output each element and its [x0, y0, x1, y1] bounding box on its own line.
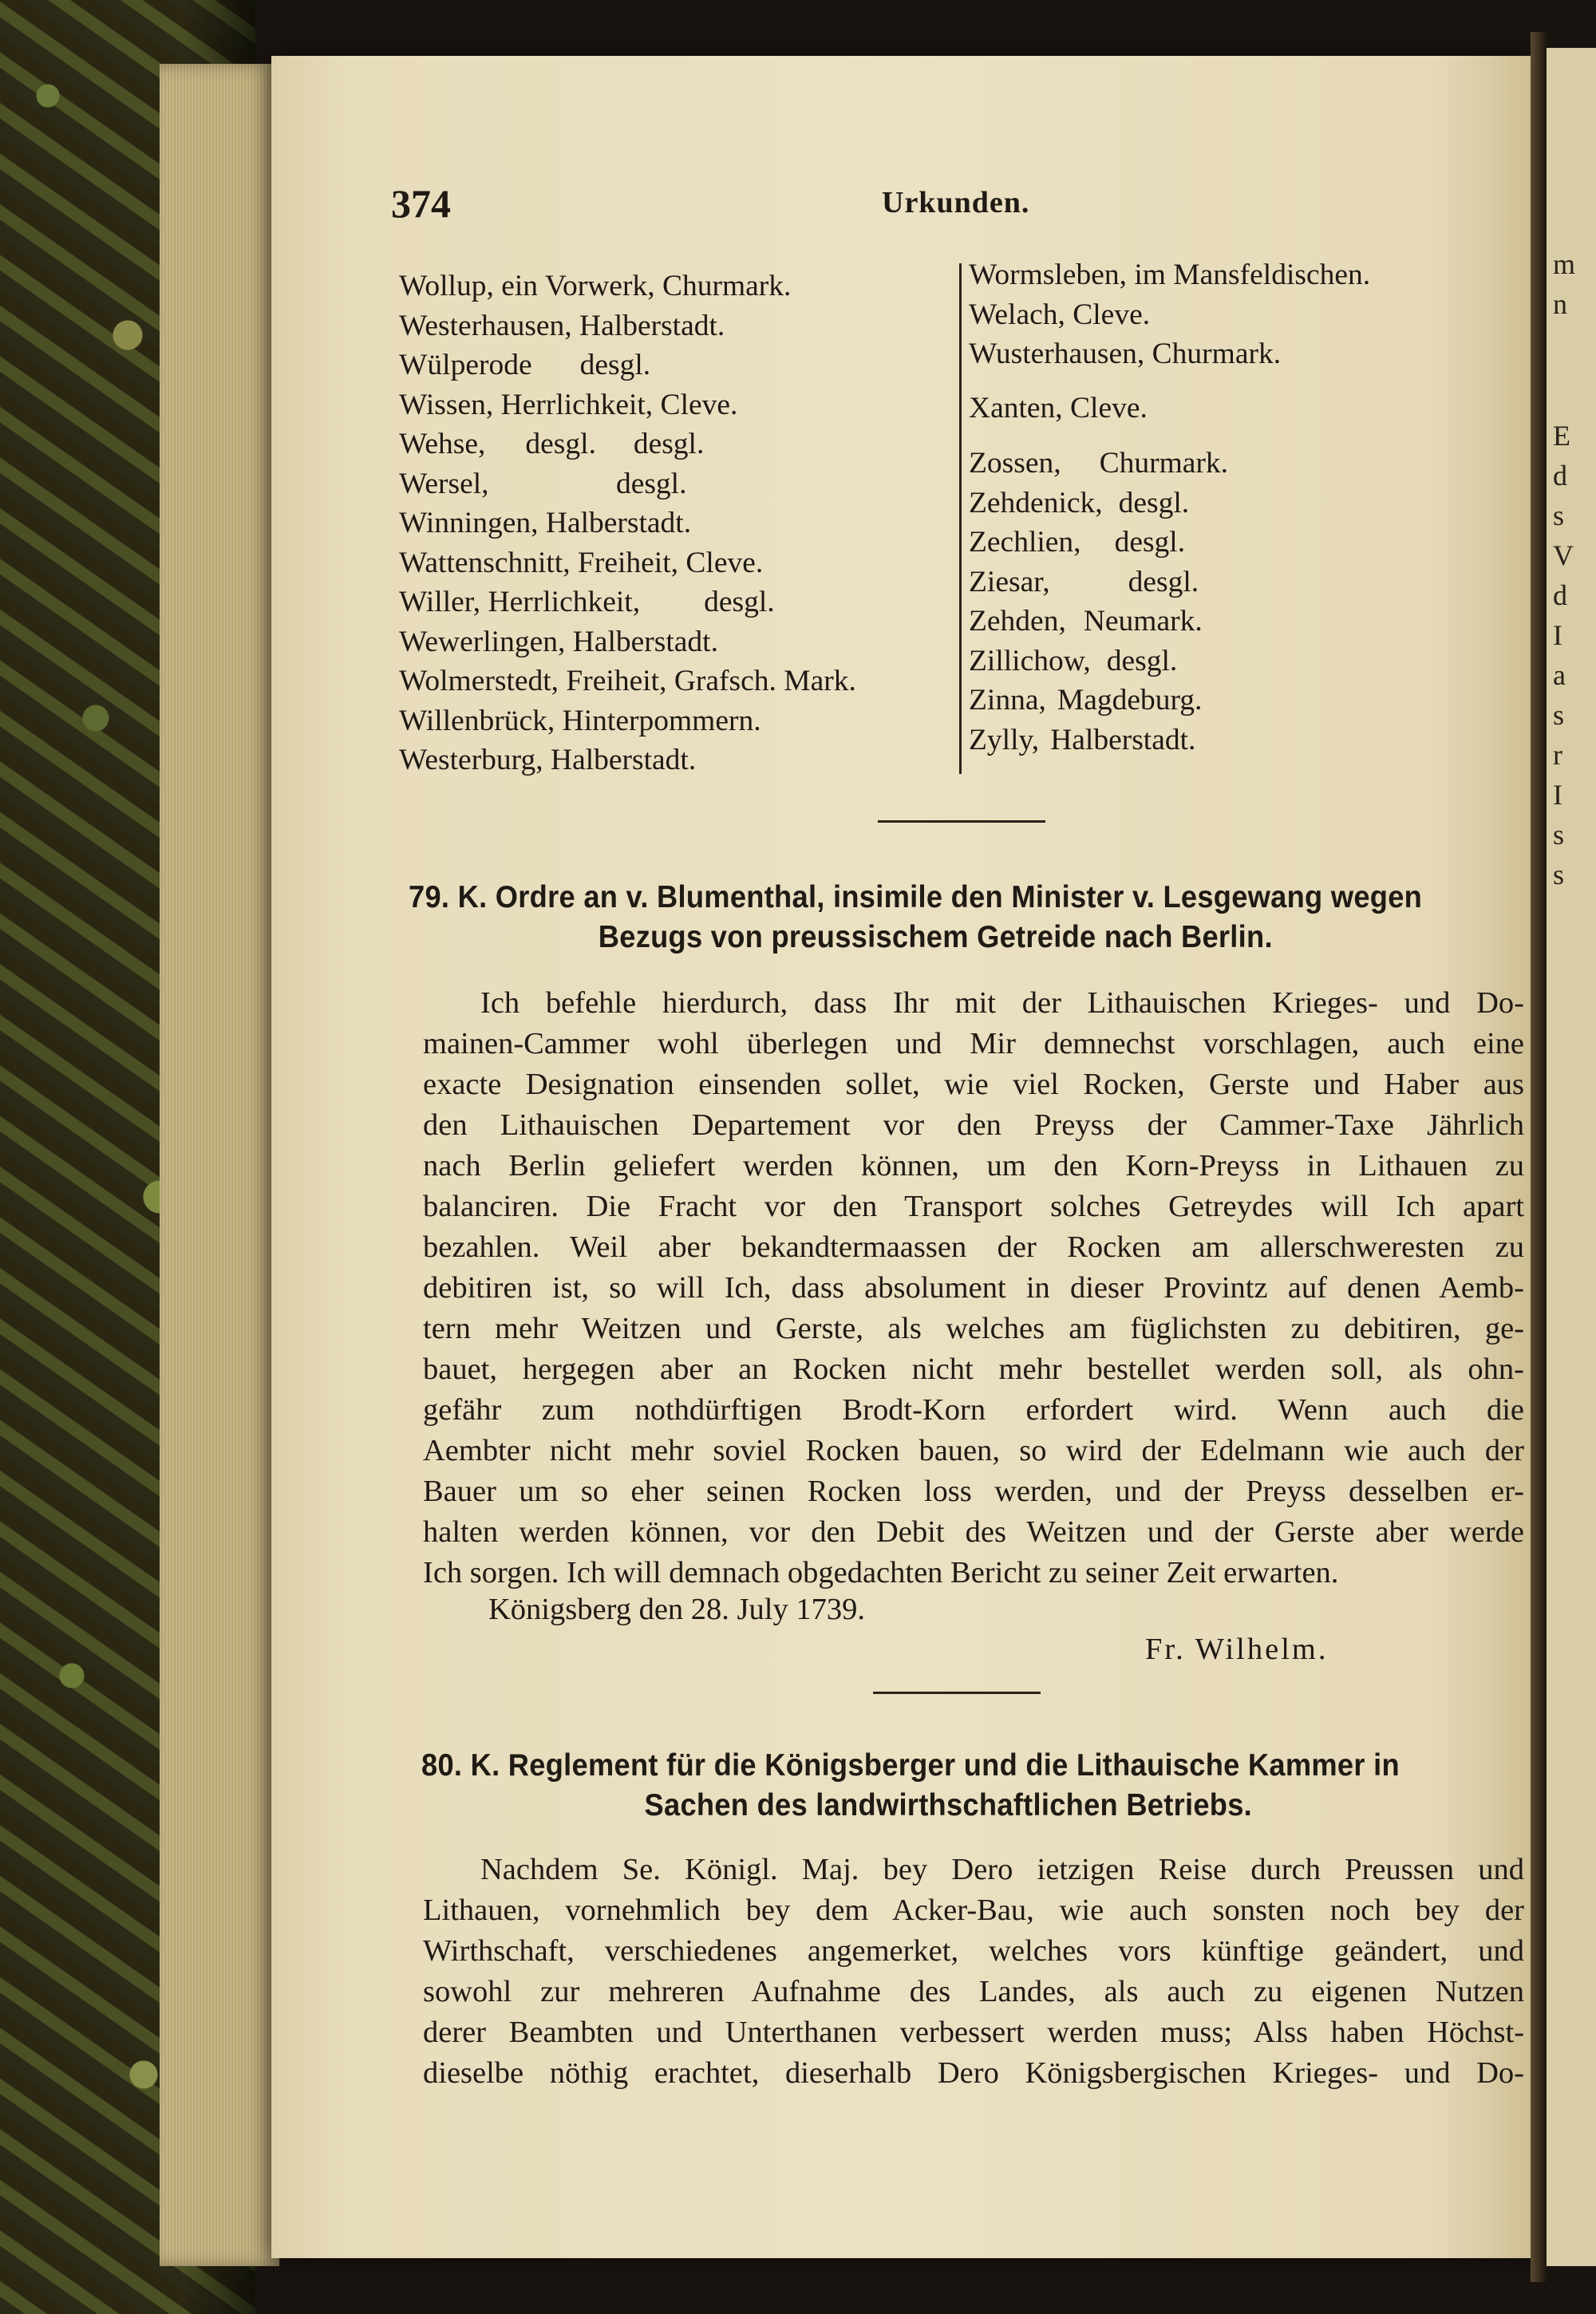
text-line: mainen-Cammer wohl überlegen und Mir demnechst vorschlagen, auch eine — [423, 1027, 1524, 1060]
list-item: Zylly, Halberstadt. — [969, 723, 1196, 756]
text-line: balanciren. Die Fracht vor den Transport solches Getreydes will Ich apart — [423, 1190, 1524, 1223]
text-line: tern mehr Weitzen und Gerste, als welches am füglichsten zu debitiren, ge- — [423, 1312, 1524, 1345]
fragment-letter: s — [1553, 819, 1565, 851]
text-line: Nachdem Se. Königl. Maj. bey Dero ietzigen Reise durch Preussen und — [480, 1853, 1524, 1886]
list-gap — [969, 374, 1527, 389]
list-item: Wülperode desgl. — [399, 349, 651, 381]
text-line: Bauer um so eher seinen Rocken loss werden, und der Preyss desselben er- — [423, 1475, 1524, 1508]
place-date: Königsberg den 28. July 1739. — [488, 1593, 865, 1626]
fragment-letter: s — [1553, 859, 1565, 890]
fragment-letter: s — [1553, 699, 1565, 731]
list-item: Winningen, Halberstadt. — [399, 507, 692, 539]
list-item: Zinna, Magdeburg. — [969, 684, 1203, 717]
list-item: Zillichow, desgl. — [969, 644, 1178, 677]
heading-line: 80. K. Reglement für die Königsberger und die Lithauische Kammer in — [421, 1748, 1400, 1783]
text-line: bauet, hergegen aber an Rocken nicht mehr bestellet werden soll, als ohn- — [423, 1352, 1524, 1386]
list-item: Zechlien, desgl. — [969, 526, 1186, 559]
heading-line: 79. K. Ordre an v. Blumenthal, insimile den Minister v. Lesgewang wegen — [409, 880, 1423, 914]
text-line: debitiren ist, so will Ich, dass absolument in dieser Provintz auf denen Aemb- — [423, 1271, 1524, 1305]
list-item: Zehden, Neumark. — [969, 605, 1203, 638]
list-item: Wormsleben, im Mansfeldischen. — [969, 259, 1371, 291]
text-line: dieselbe nöthig erachtet, dieserhalb Dero Königsbergischen Krieges- und Do- — [423, 2056, 1524, 2090]
book-gutter — [1531, 32, 1547, 2282]
running-title: Urkunden. — [882, 186, 1030, 219]
text-line: sowohl zur mehreren Aufnahme des Landes, als auch zu eigenen Nutzen — [423, 1975, 1524, 2008]
heading-line: Bezugs von preussischem Getreide nach Berlin. — [598, 920, 1273, 954]
section-divider — [873, 1692, 1041, 1694]
fragment-letter: d — [1553, 460, 1567, 492]
heading-line: Sachen des landwirthschaftlichen Betriebs. — [644, 1788, 1253, 1822]
text-line: Aembter nicht mehr soviel Rocken bauen, so wird der Edelmann wie auch der — [423, 1434, 1524, 1467]
fragment-letter: m — [1553, 248, 1576, 280]
fragment-letter: r — [1553, 739, 1562, 771]
document-79-heading — [409, 878, 1463, 958]
list-gap — [969, 428, 1527, 444]
list-item: Welach, Cleve. — [969, 298, 1151, 331]
list-item: Wattenschnitt, Freiheit, Cleve. — [399, 546, 764, 579]
text-line: den Lithauischen Departement vor den Preyss der Cammer-Taxe Jährlich — [423, 1108, 1524, 1142]
list-item: Westerburg, Halberstadt. — [399, 744, 697, 776]
signature: Fr. Wilhelm. — [1145, 1633, 1329, 1666]
list-item: Zehdenick, desgl. — [969, 486, 1190, 519]
list-item: Xanten, Cleve. — [969, 391, 1148, 424]
list-item: Wollup, ein Vorwerk, Churmark. — [399, 270, 792, 302]
list-item: Wolmerstedt, Freiheit, Grafsch. Mark. — [399, 665, 856, 697]
list-item: Wehse, desgl. desgl. — [399, 428, 705, 460]
page-number: 374 — [391, 181, 451, 226]
list-item: Zossen, Churmark. — [969, 447, 1229, 480]
text-line: Ich sorgen. Ich will demnach obgedachten Bericht zu seiner Zeit erwarten. — [423, 1556, 1339, 1589]
fragment-letter: s — [1553, 500, 1565, 531]
text-line: Wirthschaft, verschiedenes angemerket, welches vors künftige geändert, und — [423, 1934, 1524, 1968]
place-list-right — [969, 255, 1527, 760]
place-list-left — [399, 267, 950, 780]
text-line: exacte Designation einsenden sollet, wie viel Rocken, Gerste und Haber aus — [423, 1068, 1524, 1101]
list-item: Wersel, desgl. — [399, 467, 687, 500]
document-80-body — [423, 1850, 1524, 2094]
fragment-letter: E — [1553, 420, 1570, 452]
list-item: Wusterhausen, Churmark. — [969, 338, 1282, 370]
list-item: Wewerlingen, Halberstadt. — [399, 625, 718, 658]
fragment-letter: V — [1553, 539, 1574, 571]
text-line: gefähr zum nothdürftigen Brodt-Korn erfordert wird. Wenn auch die — [423, 1393, 1524, 1427]
text-line: Ich befehle hierdurch, dass Ihr mit der Lithauischen Krieges- und Do- — [480, 986, 1524, 1020]
fragment-letter: d — [1553, 579, 1567, 611]
facing-page-edge — [1547, 48, 1596, 2266]
text-line: derer Beambten und Unterthanen verbessert werden muss; Alss haben Höchst- — [423, 2016, 1524, 2049]
fragment-letter: I — [1553, 619, 1562, 651]
list-item: Wissen, Herrlichkeit, Cleve. — [399, 388, 738, 421]
section-divider — [878, 820, 1045, 823]
page-stack-edge — [160, 64, 279, 2266]
column-divider — [959, 263, 962, 774]
fragment-letter: n — [1553, 288, 1567, 320]
text-line: nach Berlin geliefert werden können, um den Korn-Preyss in Lithauen zu — [423, 1149, 1524, 1183]
text-line: bezahlen. Weil aber bekandtermaassen der Rocken am allerschweresten zu — [423, 1230, 1524, 1264]
list-item: Westerhausen, Halberstadt. — [399, 309, 725, 342]
fragment-letter: I — [1553, 779, 1562, 811]
text-line: Lithauen, vornehmlich bey dem Acker-Bau, wie auch sonsten noch bey der — [423, 1893, 1524, 1927]
fragment-letter: a — [1553, 659, 1566, 691]
document-79-body — [423, 983, 1524, 1593]
text-line: halten werden können, vor den Debit des Weitzen und der Gerste aber werde — [423, 1515, 1524, 1549]
list-item: Willer, Herrlichkeit, desgl. — [399, 586, 775, 618]
list-item: Willenbrück, Hinterpommern. — [399, 704, 761, 737]
list-item: Ziesar, desgl. — [969, 565, 1199, 598]
document-80-heading — [421, 1746, 1476, 1826]
